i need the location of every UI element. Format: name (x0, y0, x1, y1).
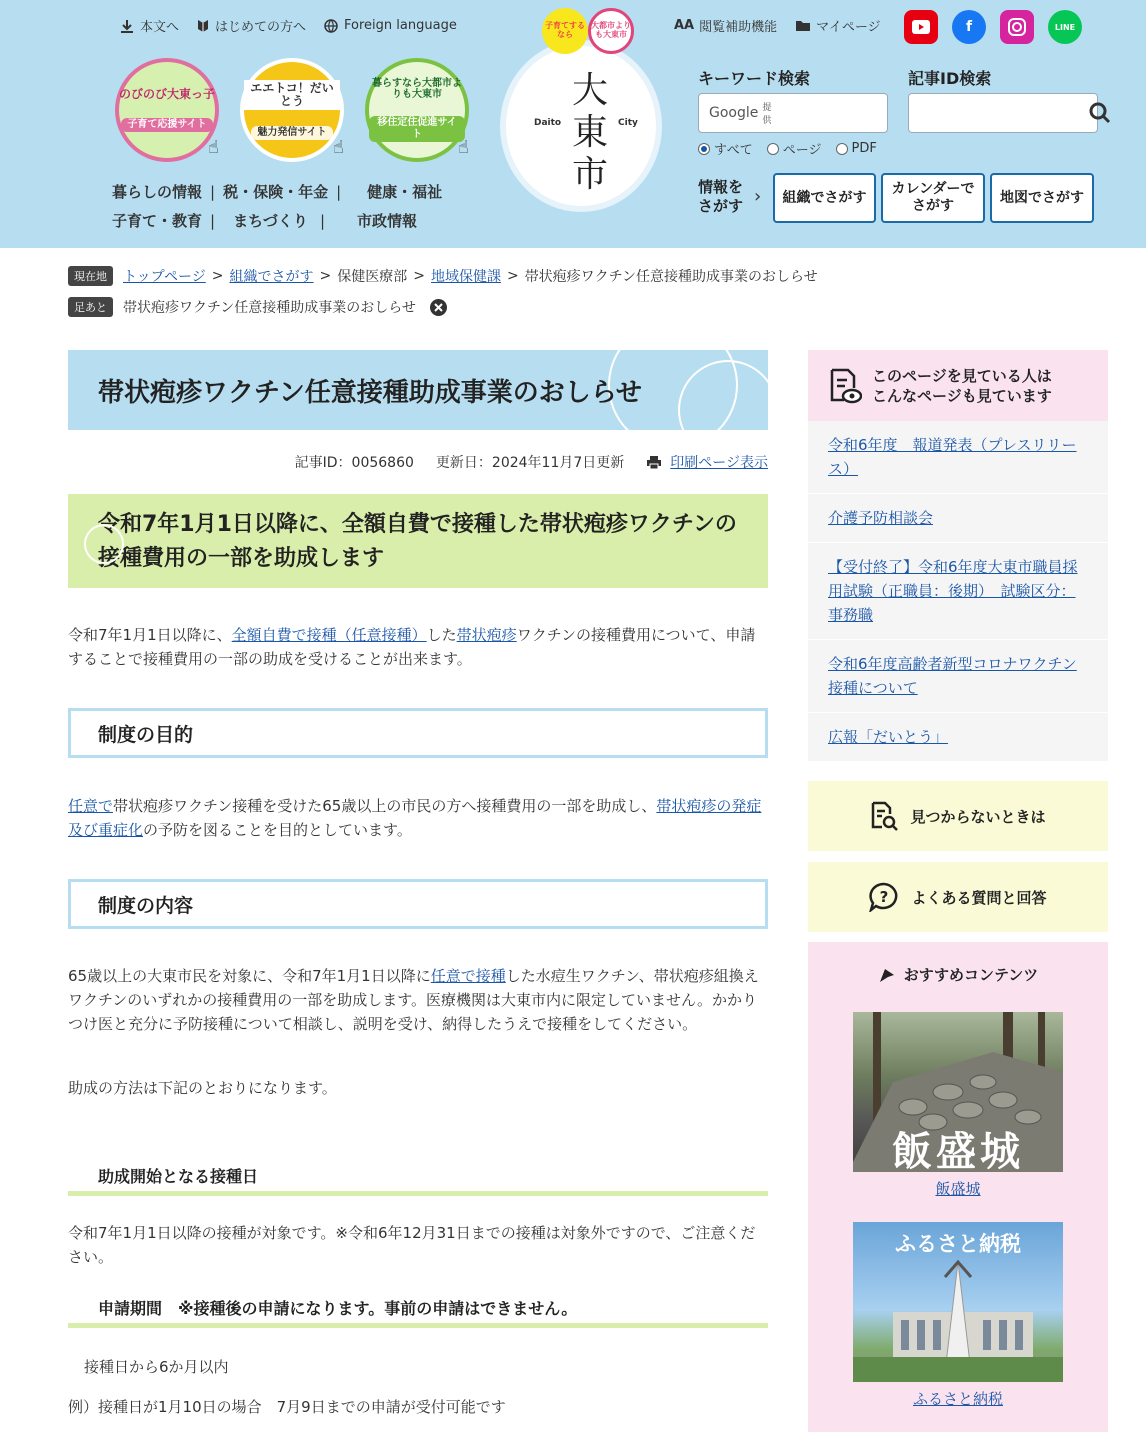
site-header (0, 0, 1146, 248)
mypage-link[interactable]: マイページ (795, 16, 880, 35)
instagram-icon[interactable] (1000, 10, 1034, 44)
related-pages-title: このページを見ている人は こんなページも見ています (872, 366, 1052, 405)
printer-icon (646, 455, 662, 470)
facebook-icon[interactable]: f (952, 10, 986, 44)
find-by-map-button[interactable]: 地図でさがす (990, 173, 1094, 223)
folder-icon (795, 19, 811, 32)
link-onset-severity[interactable]: 帯状疱疹の発症及び重症化 (68, 797, 762, 839)
line-icon[interactable]: LINE (1048, 10, 1082, 44)
purpose-paragraph: 任意で帯状疱疹ワクチン接種を受けた65歳以上の市民の方へ接種費用の一部を助成し、帯状疱疹の発症及び重症化の予防を図ることを目的としています。 (68, 797, 762, 839)
related-link-kaigo[interactable]: 介護予防相談会 (828, 509, 934, 527)
updated-date: 更新日：2024年11月7日更新 (435, 455, 625, 471)
breadcrumb-top[interactable]: トップページ (123, 269, 206, 285)
nav-kosodate[interactable]: 子育て・教育 (112, 212, 203, 230)
find-info-label: 情報を さがす (698, 178, 744, 215)
city-logo[interactable]: 大東市 Daito City (500, 40, 662, 212)
logo-kanji: 大東市 (571, 70, 608, 195)
youtube-icon[interactable] (904, 10, 938, 44)
logo-badge-kosodate: 子育てするなら (542, 8, 588, 54)
related-link-press[interactable]: 令和6年度 報道発表（プレスリリース） (828, 436, 1077, 478)
related-pages-box (808, 350, 1108, 762)
main-heading: 令和7年1月1日以降に、全額自費で接種した帯状疱疹ワクチンの接種費用の一部を助成します (68, 494, 768, 588)
flag-icon (878, 967, 896, 983)
article-id: 記事ID：0056860 (294, 455, 414, 471)
document-search-icon (870, 801, 898, 831)
find-by-organization-button[interactable]: 組織でさがす (773, 173, 876, 223)
nav-kenko[interactable]: 健康・福祉 (367, 183, 443, 201)
subsidy-start-paragraph: 令和7年1月1日以降の接種が対象です。※令和6年12月31日までの接種は対象外ですので、ご注意ください。 (68, 1224, 756, 1266)
link-voluntary-full-cost[interactable]: 全額自費で接種（任意接種） (231, 626, 427, 644)
footprint-tag: 足あと (68, 297, 113, 317)
find-by-calendar-button[interactable]: カレンダーで さがす (881, 173, 985, 223)
foreign-language-link[interactable]: Foreign language (324, 16, 457, 35)
close-icon[interactable] (430, 299, 447, 316)
related-link-covid[interactable]: 令和6年度高齢者新型コロナワクチン接種について (828, 655, 1077, 697)
content-paragraph: 65歳以上の大東市民を対象に、令和7年1月1日以降に任意で接種した水痘生ワクチン、帯状疱疹組換えワクチンのいずれかの接種費用の一部を助成します。医療機関は大東市内に限定していません。かかりつけ医と充分に予防接種について相談し、説明を受け、納得したうえで接種をしてください。 (68, 967, 759, 1033)
example-paragraph: 例）接種日が1月10日の場合 7月9日までの申請が受付可能です (68, 1398, 506, 1416)
link-voluntary[interactable]: 任意で (68, 797, 114, 815)
current-location-tag: 現在地 (68, 266, 113, 286)
skip-to-content-link[interactable]: 本文へ (120, 16, 179, 35)
related-link-recruit[interactable]: 【受付終了】令和6年度大東市職員採用試験（正職員：後期） 試験区分：事務職 (828, 558, 1078, 624)
nav-zei[interactable]: 税・保険・年金 (223, 183, 329, 201)
globe-icon (324, 19, 338, 33)
link-shingles[interactable]: 帯状疱疹 (456, 626, 517, 644)
id-search-input[interactable] (919, 106, 1089, 121)
id-search-box (908, 93, 1098, 133)
period-paragraph: 接種日から6か月以内 (84, 1358, 229, 1376)
breadcrumb-organization[interactable]: 組織でさがす (229, 269, 314, 285)
print-page-link[interactable]: 印刷ページ表示 (670, 455, 768, 471)
id-search-label: 記事ID検索 (908, 69, 992, 88)
logo-badge-daitoshi: 大都市よりも大東市 (588, 8, 634, 54)
page-title: 帯状疱疹ワクチン任意接種助成事業のおしらせ (98, 378, 642, 408)
breadcrumb: 現在地 トップページ > 組織でさがす > 保健医療部 > 地域保健課 > 帯状疱疹ワクチン任意接種助成事業のおしらせ (68, 266, 818, 286)
application-period-heading: 申請期間 ※接種後の申請になります。事前の申請はできません。 (68, 1292, 768, 1328)
search-scope-radios (698, 139, 877, 158)
question-bubble-icon (869, 882, 899, 912)
top-links (120, 16, 457, 35)
accessibility-link[interactable]: AA 閲覧補助機能 (674, 18, 778, 35)
faq-button[interactable]: ? よくある質問と回答 (808, 862, 1108, 932)
subsidy-start-heading: 助成開始となる接種日 (68, 1160, 768, 1196)
breadcrumb-department: 保健医療部 (337, 269, 408, 285)
keyword-search-label: キーワード検索 (698, 69, 811, 88)
iju-site-banner[interactable]: 暮らすなら大都市よりも大東市 移住定住促進サイト ☝ (365, 58, 469, 162)
pointing-hand-icon: ☝ (333, 137, 344, 158)
breadcrumb-current: 帯状疱疹ワクチン任意接種助成事業のおしらせ (524, 269, 818, 285)
link-voluntary-vaccination[interactable]: 任意で接種 (430, 967, 506, 985)
section-purpose-heading: 制度の目的 (68, 708, 768, 758)
footprint-item[interactable]: 帯状疱疹ワクチン任意接種助成事業のおしらせ (123, 300, 416, 316)
nav-kurashi[interactable]: 暮らしの情報 (112, 183, 203, 201)
kosodate-site-banner[interactable]: のびのび大東っ子 子育て応援サイト ☝ (115, 58, 219, 162)
pointing-hand-icon: ☝ (208, 137, 219, 158)
related-link-koho[interactable]: 広報「だいとう」 (828, 728, 949, 746)
intro-paragraph: 令和7年1月1日以降に、全額自費で接種（任意接種）した帯状疱疹ワクチンの接種費用について、申請することで接種費用の一部の助成を受けることが出来ます。 (68, 626, 756, 668)
global-nav: 暮らしの情報 | 税・保険・年金 | 健康・福祉 子育て・教育 | まちづくり | 市政情報 (112, 178, 492, 236)
not-found-button[interactable]: 見つからないときは (808, 781, 1108, 851)
download-arrow-icon (120, 19, 134, 33)
furusato-nozei-image[interactable]: ふるさと納税 (853, 1222, 1063, 1382)
article-meta (68, 452, 768, 472)
method-paragraph: 助成の方法は下記のとおりになります。 (68, 1079, 337, 1097)
recommended-title: おすすめコンテンツ (903, 966, 1039, 984)
section-content-heading: 制度の内容 (68, 879, 768, 929)
miryoku-site-banner[interactable]: エエトコ！だいとう 魅力発信サイト ☝ (240, 58, 344, 162)
iimori-castle-image[interactable]: 飯盛城 (853, 1012, 1063, 1172)
text-size-icon: AA (674, 18, 695, 33)
search-icon[interactable] (1089, 102, 1111, 124)
pointing-hand-icon: ☝ (458, 137, 469, 158)
beginner-mark-icon (197, 19, 209, 33)
radio-page[interactable]: ページ (767, 139, 822, 158)
keyword-search-box: Google 提供 (698, 93, 888, 133)
chevron-right-icon: › (754, 186, 762, 207)
document-eye-icon (828, 368, 862, 404)
iimori-castle-link[interactable]: 飯盛城 (935, 1180, 981, 1198)
page-title-box (68, 350, 768, 430)
radio-pdf[interactable]: PDF (836, 139, 877, 158)
radio-all[interactable]: すべて (698, 139, 753, 158)
first-time-link[interactable]: はじめての方へ (197, 16, 306, 35)
recommended-box (808, 942, 1108, 1432)
nav-machi[interactable]: まちづくり (233, 212, 308, 230)
footprint (68, 297, 447, 317)
breadcrumb-section[interactable]: 地域保健課 (430, 269, 501, 285)
furusato-nozei-link[interactable]: ふるさと納税 (912, 1390, 1003, 1408)
nav-shisei[interactable]: 市政情報 (357, 212, 418, 230)
svg-text:?: ? (880, 888, 889, 906)
tool-links (674, 16, 881, 35)
